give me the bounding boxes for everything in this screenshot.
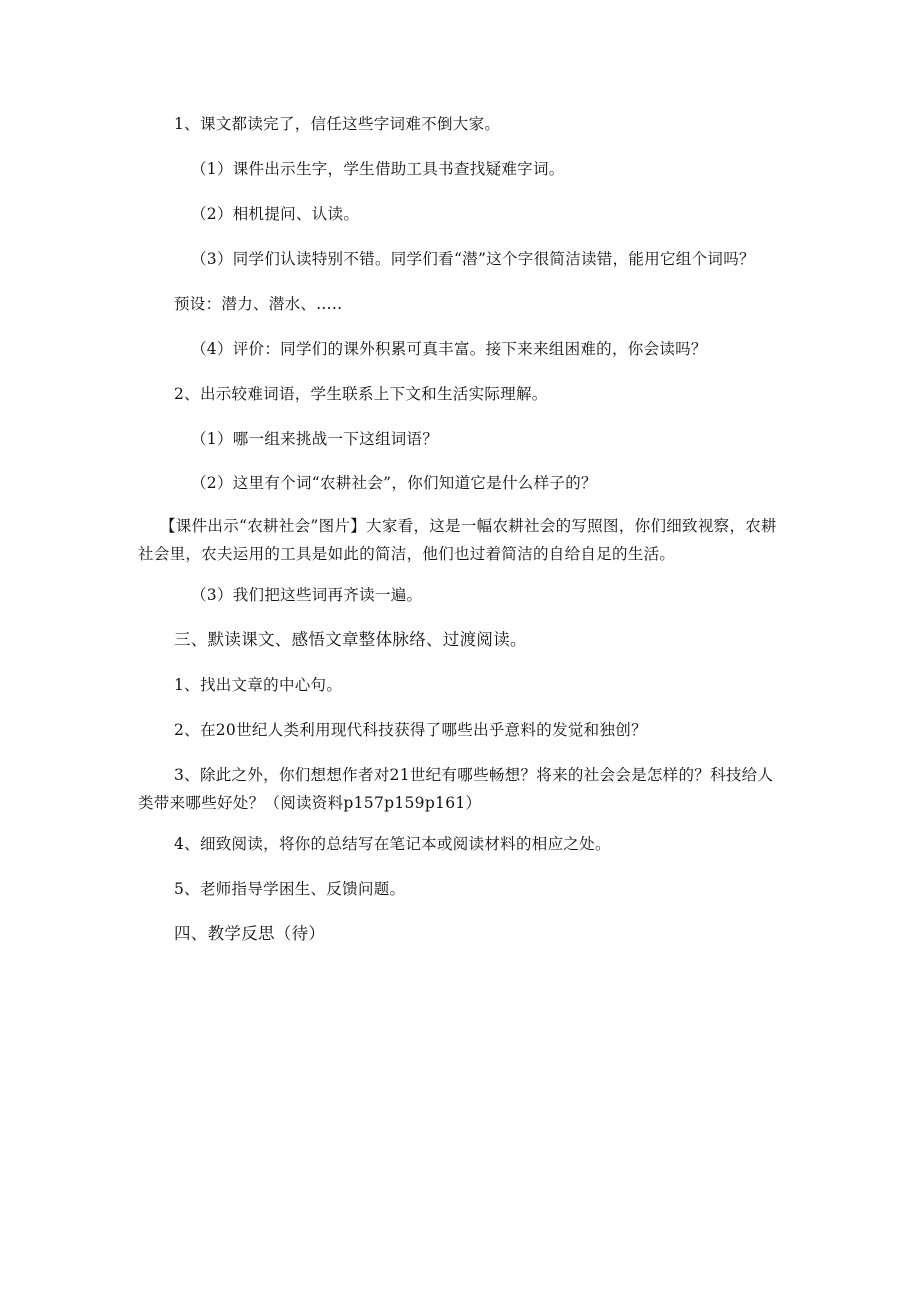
section-heading-4: 四、教学反思（待） <box>174 924 326 943</box>
text-line-17: 5、老师指导学困生、反馈问题。 <box>174 880 406 898</box>
text-paragraph-10: 【课件出示“农耕社会”图片】大家看，这是一幅农耕社会的写照图，你们细致视察，农耕社会里，农夫运用的工具是如此的简洁，他们也过着简洁的自给自足的生活。 <box>138 517 777 563</box>
text-paragraph-15: 3、除此之外，你们想想作者对21世纪有哪些畅想？将来的社会会是怎样的？科技给人类带来哪些好处？（阅读资料p157p159p161） <box>138 766 774 812</box>
text-line-8: （1）哪一组来挑战一下这组词语？ <box>191 430 439 448</box>
text-line-2: （1）课件出示生字，学生借助工具书查找疑难字词。 <box>191 160 565 178</box>
text-line-4: （3）同学们认读特别不错。同学们看“潜”这个字很简洁读错，能用它组个词吗？ <box>191 250 755 268</box>
text-line-7: 2、出示较难词语，学生联系上下文和生活实际理解。 <box>174 385 548 403</box>
text-line-16: 4、细致阅读，将你的总结写在笔记本或阅读材料的相应之处。 <box>174 835 611 853</box>
text-line-13: 1、找出文章的中心句。 <box>174 676 343 694</box>
text-line-3: （2）相机提问、认读。 <box>191 205 360 223</box>
text-line-11: （3）我们把这些词再齐读一遍。 <box>191 586 423 604</box>
text-line-14: 2、在20世纪人类利用现代科技获得了哪些出乎意料的发觉和独创？ <box>174 721 647 739</box>
text-line-1: 1、课文都读完了，信任这些字词难不倒大家。 <box>174 115 501 133</box>
text-line-6: （4）评价：同学们的课外积累可真丰富。接下来来组困难的，你会读吗？ <box>191 340 707 358</box>
text-line-5: 预设：潜力、潜水、..... <box>174 295 343 313</box>
text-line-9: （2）这里有个词“农耕社会”，你们知道它是什么样子的？ <box>191 474 597 492</box>
section-heading-3: 三、默读课文、感悟文章整体脉络、过渡阅读。 <box>174 630 527 649</box>
